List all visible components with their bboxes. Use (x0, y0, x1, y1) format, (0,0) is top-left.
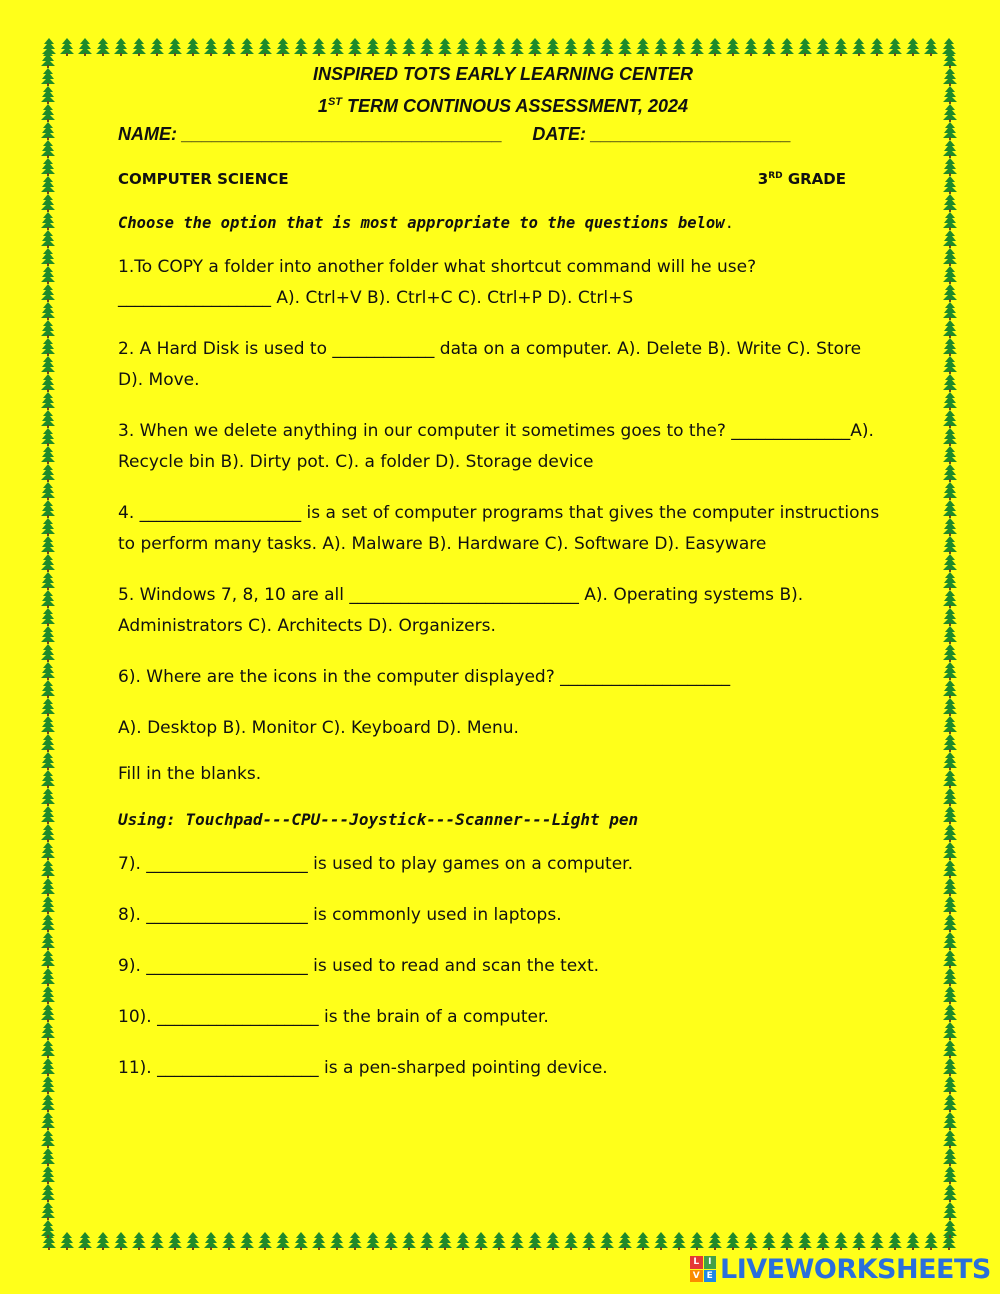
tree-icon (868, 38, 886, 56)
tree-icon (39, 572, 57, 590)
tree-icon (490, 1232, 508, 1250)
tree-icon (941, 644, 959, 662)
tree-icon (39, 716, 57, 734)
date-field[interactable]: DATE: ____________________ (532, 124, 792, 144)
border-bottom (40, 1232, 962, 1252)
logo-cube-icon (690, 1256, 716, 1282)
tree-icon (850, 1232, 868, 1250)
tree-icon (39, 284, 57, 302)
tree-icon (941, 1220, 959, 1238)
tree-icon (941, 140, 959, 158)
tree-icon (39, 374, 57, 392)
tree-icon (39, 608, 57, 626)
tree-icon (39, 1076, 57, 1094)
tree-icon (238, 38, 256, 56)
liveworksheets-logo (690, 1252, 991, 1286)
tree-icon (616, 1232, 634, 1250)
question-4[interactable]: 4. ___________________ is a set of computer programs that gives the computer instructions to perform many tasks. A). Malware B). Hardware C). Software D). Easyware (118, 503, 885, 554)
tree-icon (941, 284, 959, 302)
tree-icon (904, 1232, 922, 1250)
tree-icon (941, 230, 959, 248)
tree-icon (454, 1232, 472, 1250)
tree-icon (742, 38, 760, 56)
question-5[interactable]: 5. Windows 7, 8, 10 are all ___________________________ A). Operating systems B). Administrators C). Architects D). Organizers. (118, 585, 809, 636)
tree-icon (941, 338, 959, 356)
tree-icon (941, 842, 959, 860)
tree-icon (130, 1232, 148, 1250)
tree-icon (886, 38, 904, 56)
tree-icon (941, 518, 959, 536)
tree-icon (941, 590, 959, 608)
tree-icon (941, 680, 959, 698)
tree-icon (941, 572, 959, 590)
tree-icon (922, 38, 940, 56)
tree-icon (39, 788, 57, 806)
question-6-options: A). Desktop B). Monitor C). Keyboard D). Menu. (118, 718, 519, 738)
tree-icon (166, 1232, 184, 1250)
tree-icon (418, 1232, 436, 1250)
tree-icon (508, 38, 526, 56)
tree-icon (39, 1058, 57, 1076)
term-sup: ST (327, 96, 342, 108)
tree-icon (39, 752, 57, 770)
tree-icon (941, 212, 959, 230)
tree-icon (39, 626, 57, 644)
tree-icon (39, 338, 57, 356)
tree-icon (39, 968, 57, 986)
border-top (40, 38, 962, 58)
fill-item-11[interactable]: 11). ___________________ is a pen-sharped pointing device. (118, 1058, 608, 1078)
tree-icon (39, 1094, 57, 1112)
tree-icon (39, 842, 57, 860)
question-2[interactable]: 2. A Hard Disk is used to ____________ data on a computer. A). Delete B). Write C). Store D). Move. (118, 339, 867, 390)
tree-icon (39, 1040, 57, 1058)
tree-icon (598, 1232, 616, 1250)
tree-icon (941, 1130, 959, 1148)
tree-icon (39, 302, 57, 320)
tree-icon (39, 356, 57, 374)
tree-icon (39, 878, 57, 896)
question-1[interactable]: 1.To COPY a folder into another folder what shortcut command will he use? __________________ A). Ctrl+V B). Ctrl+C C). Ctrl+P D). Ctrl+S (118, 257, 762, 308)
tree-icon (39, 1022, 57, 1040)
tree-icon (39, 68, 57, 86)
tree-icon (562, 38, 580, 56)
tree-icon (39, 824, 57, 842)
tree-icon (39, 932, 57, 950)
tree-icon (941, 356, 959, 374)
tree-icon (941, 554, 959, 572)
tree-icon (941, 896, 959, 914)
tree-icon (652, 1232, 670, 1250)
instructions-text: Choose the option that is most appropriate to the questions below (118, 214, 725, 232)
tree-icon (472, 38, 490, 56)
tree-icon (562, 1232, 580, 1250)
tree-icon (941, 1148, 959, 1166)
tree-icon (941, 1166, 959, 1184)
tree-icon (39, 1220, 57, 1238)
tree-icon (941, 536, 959, 554)
tree-icon (941, 608, 959, 626)
tree-icon (148, 38, 166, 56)
tree-icon (724, 38, 742, 56)
tree-icon (184, 38, 202, 56)
tree-icon (778, 1232, 796, 1250)
border-right (941, 50, 961, 1244)
tree-icon (941, 1094, 959, 1112)
tree-icon (526, 1232, 544, 1250)
tree-icon (941, 878, 959, 896)
tree-icon (39, 212, 57, 230)
tree-icon (941, 806, 959, 824)
tree-icon (39, 1166, 57, 1184)
tree-icon (39, 230, 57, 248)
tree-icon (256, 1232, 274, 1250)
tree-icon (472, 1232, 490, 1250)
tree-icon (832, 38, 850, 56)
tree-icon (39, 1004, 57, 1022)
tree-icon (39, 860, 57, 878)
tree-icon (39, 698, 57, 716)
tree-icon (941, 50, 959, 68)
tree-icon (364, 1232, 382, 1250)
grade-sup: RD (768, 171, 783, 181)
tree-icon (39, 176, 57, 194)
fill-item-8[interactable]: 8). ___________________ is commonly used in laptops. (118, 905, 562, 925)
tree-icon (941, 626, 959, 644)
tree-icon (39, 410, 57, 428)
tree-icon (274, 1232, 292, 1250)
tree-icon (508, 1232, 526, 1250)
logo-text: LIVEWORKSHEETS (720, 1253, 991, 1285)
border-left (39, 50, 59, 1244)
tree-icon (868, 1232, 886, 1250)
tree-icon (166, 38, 184, 56)
tree-icon (941, 716, 959, 734)
tree-icon (202, 38, 220, 56)
tree-icon (220, 1232, 238, 1250)
tree-icon (58, 38, 76, 56)
tree-icon (941, 68, 959, 86)
tree-icon (941, 1076, 959, 1094)
tree-icon (652, 38, 670, 56)
tree-icon (544, 38, 562, 56)
tree-icon (39, 50, 57, 68)
tree-icon (400, 1232, 418, 1250)
tree-icon (39, 392, 57, 410)
grade-num: 3 (757, 170, 769, 188)
tree-icon (760, 38, 778, 56)
tree-icon (436, 1232, 454, 1250)
tree-icon (39, 518, 57, 536)
tree-icon (941, 302, 959, 320)
tree-icon (292, 1232, 310, 1250)
tree-icon (39, 1202, 57, 1220)
subject-name: COMPUTER SCIENCE (118, 170, 289, 188)
tree-icon (941, 662, 959, 680)
instructions (118, 214, 888, 232)
tree-icon (598, 38, 616, 56)
tree-icon (941, 1058, 959, 1076)
tree-icon (400, 38, 418, 56)
tree-icon (310, 1232, 328, 1250)
tree-icon (39, 896, 57, 914)
tree-icon (490, 38, 508, 56)
tree-icon (941, 932, 959, 950)
tree-icon (39, 320, 57, 338)
tree-icon (941, 1022, 959, 1040)
fill-item-9[interactable]: 9). ___________________ is used to read and scan the text. (118, 956, 600, 976)
tree-icon (616, 38, 634, 56)
tree-icon (941, 248, 959, 266)
name-date-row (118, 120, 888, 148)
tree-icon (39, 770, 57, 788)
tree-icon (39, 1184, 57, 1202)
tree-icon (941, 500, 959, 518)
tree-icon (814, 38, 832, 56)
term-title (118, 88, 888, 120)
tree-icon (742, 1232, 760, 1250)
school-title: INSPIRED TOTS EARLY LEARNING CENTER (312, 64, 694, 84)
tree-icon (941, 824, 959, 842)
tree-icon (39, 1130, 57, 1148)
tree-icon (814, 1232, 832, 1250)
tree-icon (39, 536, 57, 554)
tree-icon (328, 1232, 346, 1250)
tree-icon (796, 1232, 814, 1250)
question-3[interactable]: 3. When we delete anything in our computer it sometimes goes to the? ______________A). Recycle bin B). Dirty pot. C). a folder D). Storage device (118, 421, 880, 472)
tree-icon (941, 1202, 959, 1220)
tree-icon (634, 38, 652, 56)
tree-icon (58, 1232, 76, 1250)
tree-icon (39, 590, 57, 608)
tree-icon (832, 1232, 850, 1250)
instructions-end: . (724, 214, 734, 232)
term-rest: TERM CONTINOUS ASSESSMENT, 2024 (342, 96, 689, 116)
tree-icon (39, 464, 57, 482)
tree-icon (274, 38, 292, 56)
fill-title: Fill in the blanks. (118, 764, 262, 784)
tree-icon (39, 986, 57, 1004)
logo-cube-l: L (690, 1256, 703, 1269)
tree-icon (706, 38, 724, 56)
tree-icon (39, 122, 57, 140)
tree-icon (580, 1232, 598, 1250)
tree-icon (39, 140, 57, 158)
word-bank: Using: Touchpad---CPU---Joystick---Scanner---Light pen (118, 810, 639, 829)
tree-icon (39, 266, 57, 284)
tree-icon (941, 1184, 959, 1202)
tree-icon (634, 1232, 652, 1250)
tree-icon (39, 1112, 57, 1130)
tree-icon (346, 38, 364, 56)
tree-icon (941, 176, 959, 194)
tree-icon (418, 38, 436, 56)
tree-icon (148, 1232, 166, 1250)
tree-icon (941, 968, 959, 986)
tree-icon (941, 104, 959, 122)
tree-icon (328, 38, 346, 56)
tree-icon (941, 986, 959, 1004)
tree-icon (886, 1232, 904, 1250)
tree-icon (904, 38, 922, 56)
tree-icon (796, 38, 814, 56)
tree-icon (941, 320, 959, 338)
tree-icon (941, 122, 959, 140)
subject-row (118, 170, 888, 188)
tree-icon (39, 86, 57, 104)
tree-icon (39, 158, 57, 176)
tree-icon (941, 482, 959, 500)
tree-icon (941, 158, 959, 176)
tree-icon (941, 788, 959, 806)
tree-icon (941, 392, 959, 410)
tree-icon (39, 554, 57, 572)
tree-icon (941, 770, 959, 788)
tree-icon (724, 1232, 742, 1250)
tree-icon (454, 38, 472, 56)
tree-icon (941, 1004, 959, 1022)
term-num: 1 (317, 96, 328, 116)
tree-icon (941, 446, 959, 464)
tree-icon (941, 428, 959, 446)
tree-icon (941, 950, 959, 968)
tree-icon (39, 482, 57, 500)
tree-icon (364, 38, 382, 56)
tree-icon (39, 734, 57, 752)
tree-icon (526, 38, 544, 56)
tree-icon (580, 38, 598, 56)
tree-icon (76, 38, 94, 56)
name-field[interactable]: NAME: ________________________________ (118, 124, 503, 144)
tree-icon (941, 1112, 959, 1130)
tree-icon (238, 1232, 256, 1250)
tree-icon (94, 1232, 112, 1250)
tree-icon (922, 1232, 940, 1250)
tree-icon (39, 500, 57, 518)
tree-icon (778, 38, 796, 56)
tree-icon (112, 1232, 130, 1250)
tree-icon (220, 38, 238, 56)
tree-icon (39, 662, 57, 680)
tree-icon (670, 1232, 688, 1250)
tree-icon (39, 446, 57, 464)
tree-icon (346, 1232, 364, 1250)
grade-rest: GRADE (782, 170, 846, 188)
tree-icon (382, 1232, 400, 1250)
tree-icon (941, 410, 959, 428)
tree-icon (39, 806, 57, 824)
tree-icon (39, 104, 57, 122)
logo-cube-v: V (690, 1270, 703, 1283)
tree-icon (688, 38, 706, 56)
logo-cube-e: E (704, 1270, 717, 1283)
tree-icon (39, 680, 57, 698)
tree-icon (39, 428, 57, 446)
tree-icon (39, 914, 57, 932)
tree-icon (688, 1232, 706, 1250)
tree-icon (941, 698, 959, 716)
tree-icon (39, 644, 57, 662)
tree-icon (112, 38, 130, 56)
tree-icon (310, 38, 328, 56)
tree-icon (292, 38, 310, 56)
fill-item-7[interactable]: 7). ___________________ is used to play games on a computer. (118, 854, 634, 874)
tree-icon (941, 860, 959, 878)
grade-label (758, 170, 846, 188)
tree-icon (256, 38, 274, 56)
tree-icon (39, 194, 57, 212)
tree-icon (39, 1148, 57, 1166)
logo-cube-i: I (704, 1256, 717, 1269)
tree-icon (436, 38, 454, 56)
tree-icon (941, 374, 959, 392)
tree-icon (94, 38, 112, 56)
tree-icon (941, 194, 959, 212)
tree-icon (202, 1232, 220, 1250)
tree-icon (941, 464, 959, 482)
tree-icon (941, 734, 959, 752)
fill-item-10[interactable]: 10). ___________________ is the brain of a computer. (118, 1007, 549, 1027)
tree-icon (39, 950, 57, 968)
worksheet (118, 60, 888, 1084)
question-6[interactable]: 6). Where are the icons in the computer displayed? ____________________ (118, 667, 731, 687)
tree-icon (184, 1232, 202, 1250)
tree-icon (941, 914, 959, 932)
tree-icon (544, 1232, 562, 1250)
tree-icon (850, 38, 868, 56)
tree-icon (76, 1232, 94, 1250)
tree-icon (670, 38, 688, 56)
tree-icon (941, 266, 959, 284)
tree-icon (706, 1232, 724, 1250)
tree-icon (941, 86, 959, 104)
tree-icon (941, 752, 959, 770)
tree-icon (130, 38, 148, 56)
tree-icon (39, 248, 57, 266)
tree-icon (382, 38, 400, 56)
tree-icon (760, 1232, 778, 1250)
tree-icon (941, 1040, 959, 1058)
